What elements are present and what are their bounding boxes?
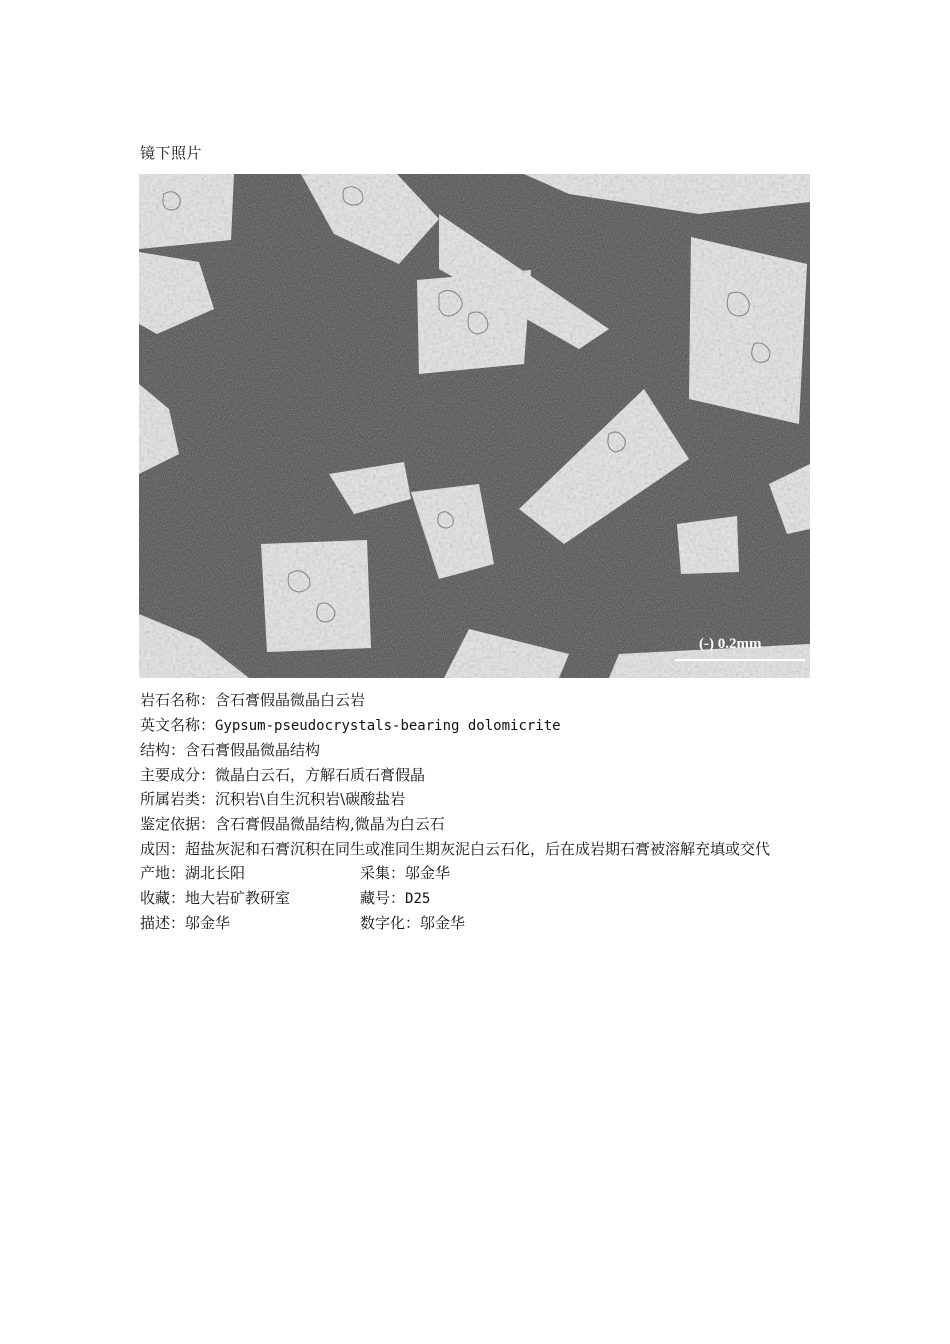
locality-collector-row <box>140 861 812 886</box>
main-components-row <box>140 763 812 788</box>
catalog-no-value: D25 <box>405 890 431 907</box>
main-components-value: 微晶白云石，方解石质石膏假晶 <box>215 765 426 784</box>
main-components-label: 主要成分： <box>140 765 216 784</box>
structure-label: 结构： <box>140 741 186 760</box>
describer-digitizer-row <box>140 911 812 936</box>
origin-row <box>140 837 812 862</box>
rock-class-label: 所属岩类： <box>140 790 216 809</box>
structure-row <box>140 738 812 763</box>
locality-label: 产地： <box>140 864 186 883</box>
rock-class-value: 沉积岩\自生沉积岩\碳酸盐岩 <box>215 790 406 809</box>
collection-label: 收藏： <box>140 888 186 907</box>
digitizer-value: 邬金华 <box>420 914 466 933</box>
structure-value: 含石膏假晶微晶结构 <box>185 741 321 760</box>
english-name-label: 英文名称： <box>140 715 216 734</box>
origin-value: 超盐灰泥和石膏沉积在同生或准同生期灰泥白云石化，后在成岩期石膏被溶解充填或交代 <box>185 839 771 858</box>
describer-value: 邬金华 <box>185 914 231 933</box>
digitizer-label: 数字化： <box>360 914 421 933</box>
english-name-row <box>140 713 812 739</box>
micrograph-image <box>139 174 810 678</box>
scale-bar-label: (-) 0.2mm <box>699 636 762 652</box>
identification-basis-row <box>140 812 812 837</box>
collector-label: 采集： <box>360 864 406 883</box>
rock-name-value: 含石膏假晶微晶白云岩 <box>215 691 366 709</box>
specimen-info <box>140 688 812 936</box>
collection-catalog-row <box>140 886 812 912</box>
describer-label: 描述： <box>140 914 186 933</box>
rock-class-row <box>140 787 812 812</box>
catalog-no-label: 藏号： <box>360 888 406 907</box>
collection-value: 地大岩矿教研室 <box>185 888 291 907</box>
section-heading: 镜下照片 <box>140 144 203 162</box>
english-name-value: Gypsum-pseudocrystals-bearing dolomicrite <box>215 717 561 734</box>
thin-section-photo <box>139 174 810 678</box>
rock-name-row <box>140 688 812 713</box>
locality-value: 湖北长阳 <box>185 864 246 883</box>
rock-name-label: 岩石名称： <box>140 691 216 709</box>
origin-label: 成因： <box>140 839 186 858</box>
identification-basis-value: 含石膏假晶微晶结构,微晶为白云石 <box>215 814 445 833</box>
identification-basis-label: 鉴定依据： <box>140 814 216 833</box>
collector-value: 邬金华 <box>405 864 451 883</box>
